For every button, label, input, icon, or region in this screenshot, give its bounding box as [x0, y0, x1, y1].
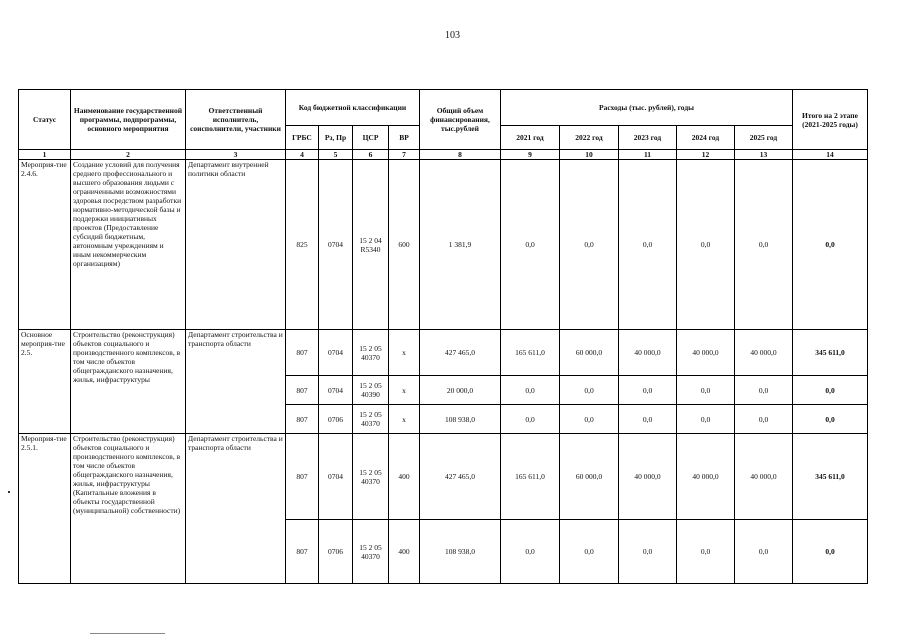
cell-stage-total: 0,0 [793, 376, 868, 405]
cell-grbs: 807 [286, 330, 319, 376]
cell-csr: 15 2 04 R5340 [353, 160, 389, 330]
cell-total: 20 000,0 [420, 376, 501, 405]
header-budget-code: Код бюджетной классификации [286, 90, 420, 126]
scan-dot [8, 491, 10, 493]
cell-2024: 40 000,0 [677, 330, 735, 376]
cell-stage-total: 0,0 [793, 405, 868, 434]
row-name: Строительство (реконструкция) объектов социального и производственного комплексов, в том числе объектов общегражданского назначения, жилья, инфраструктуры (Капитальные вложения в объекты государственной (муниципальной) собственности) [71, 434, 186, 584]
cell-2021: 165 611,0 [501, 434, 560, 520]
row-name: Создание условий для получения среднего профессионального и высшего образования людьми с ограниченными возможностями здоровья посредством разработки нормативно-методической базы и поддержки инициативных проектов (Предоставление субсидий бюджетным, автономным учреждениям и иным некоммерческим организациям) [71, 160, 186, 330]
cell-2023: 40 000,0 [619, 434, 677, 520]
cell-2021: 165 611,0 [501, 330, 560, 376]
cell-2025: 40 000,0 [735, 434, 793, 520]
column-index: 12 [677, 150, 735, 160]
cell-2025: 0,0 [735, 376, 793, 405]
cell-csr: 15 2 05 40370 [353, 330, 389, 376]
cell-rzpr: 0706 [319, 520, 353, 584]
cell-2021: 0,0 [501, 160, 560, 330]
cell-2022: 60 000,0 [560, 330, 619, 376]
cell-stage-total: 0,0 [793, 520, 868, 584]
header-total-volume: Общий объем финансирования, тыс.рублей [420, 90, 501, 150]
page-number: 103 [445, 30, 460, 41]
column-index: 2 [71, 150, 186, 160]
column-index: 7 [389, 150, 420, 160]
cell-vr: 400 [389, 434, 420, 520]
cell-rzpr: 0704 [319, 330, 353, 376]
header-year: 2025 год [735, 126, 793, 150]
column-index: 1 [19, 150, 71, 160]
cell-csr: 15 2 05 40370 [353, 434, 389, 520]
table-row [19, 160, 868, 330]
cell-2024: 40 000,0 [677, 434, 735, 520]
row-responsible: Департамент строительства и транспорта области [186, 330, 286, 434]
cell-2022: 0,0 [560, 405, 619, 434]
header-year: 2021 год [501, 126, 560, 150]
cell-2025: 0,0 [735, 520, 793, 584]
cell-2025: 0,0 [735, 405, 793, 434]
cell-2024: 0,0 [677, 405, 735, 434]
cell-grbs: 807 [286, 434, 319, 520]
cell-rzpr: 0704 [319, 376, 353, 405]
cell-total: 427 465,0 [420, 434, 501, 520]
cell-2024: 0,0 [677, 520, 735, 584]
column-index: 4 [286, 150, 319, 160]
cell-grbs: 807 [286, 376, 319, 405]
cell-vr: х [389, 330, 420, 376]
column-index: 8 [420, 150, 501, 160]
cell-2024: 0,0 [677, 376, 735, 405]
column-index: 11 [619, 150, 677, 160]
row-responsible: Департамент внутренней политики области [186, 160, 286, 330]
cell-2025: 40 000,0 [735, 330, 793, 376]
header-vr: ВР [389, 126, 420, 150]
cell-stage-total: 0,0 [793, 160, 868, 330]
cell-rzpr: 0704 [319, 160, 353, 330]
header-status: Статус [19, 90, 71, 150]
cell-2023: 0,0 [619, 405, 677, 434]
column-index: 6 [353, 150, 389, 160]
cell-stage-total: 345 611,0 [793, 330, 868, 376]
cell-2023: 0,0 [619, 160, 677, 330]
row-responsible: Департамент строительства и транспорта области [186, 434, 286, 584]
header-rzpr: Рз, Пр [319, 126, 353, 150]
header-year: 2024 год [677, 126, 735, 150]
cell-2025: 0,0 [735, 160, 793, 330]
cell-total: 108 938,0 [420, 520, 501, 584]
header-year: 2023 год [619, 126, 677, 150]
cell-2024: 0,0 [677, 160, 735, 330]
column-index: 14 [793, 150, 868, 160]
cell-2021: 0,0 [501, 405, 560, 434]
header-responsible: Ответственный исполнитель, соисполнители, участники [186, 90, 286, 150]
cell-total: 108 938,0 [420, 405, 501, 434]
row-status: Мероприя-тие 2.5.1. [19, 434, 71, 584]
header-expenses: Расходы (тыс. рублей), годы [501, 90, 793, 126]
header-grbs: ГРБС [286, 126, 319, 150]
cell-csr: 15 2 05 40370 [353, 405, 389, 434]
column-index: 3 [186, 150, 286, 160]
column-index: 5 [319, 150, 353, 160]
header-total-stage: Итого на 2 этапе (2021-2025 годы) [793, 90, 868, 150]
header-year: 2022 год [560, 126, 619, 150]
cell-grbs: 807 [286, 405, 319, 434]
cell-total: 427 465,0 [420, 330, 501, 376]
header-csr: ЦСР [353, 126, 389, 150]
table-row [19, 330, 868, 376]
header-name: Наименование государственной программы, подпрограммы, основного мероприятия [71, 90, 186, 150]
cell-csr: 15 2 05 40390 [353, 376, 389, 405]
cell-rzpr: 0706 [319, 405, 353, 434]
cell-vr: 400 [389, 520, 420, 584]
cell-stage-total: 345 611,0 [793, 434, 868, 520]
table-row [19, 434, 868, 520]
cell-2022: 60 000,0 [560, 434, 619, 520]
column-index: 9 [501, 150, 560, 160]
cell-vr: х [389, 405, 420, 434]
cell-vr: х [389, 376, 420, 405]
cell-2023: 40 000,0 [619, 330, 677, 376]
scan-line [90, 633, 165, 634]
column-index: 13 [735, 150, 793, 160]
budget-table [18, 89, 868, 584]
cell-csr: 15 2 05 40370 [353, 520, 389, 584]
cell-2023: 0,0 [619, 376, 677, 405]
cell-grbs: 825 [286, 160, 319, 330]
cell-2021: 0,0 [501, 520, 560, 584]
row-status: Основное мероприя-тие 2.5. [19, 330, 71, 434]
cell-2022: 0,0 [560, 520, 619, 584]
cell-vr: 600 [389, 160, 420, 330]
cell-rzpr: 0704 [319, 434, 353, 520]
cell-2021: 0,0 [501, 376, 560, 405]
cell-2022: 0,0 [560, 376, 619, 405]
cell-2022: 0,0 [560, 160, 619, 330]
row-status: Мероприя-тие 2.4.6. [19, 160, 71, 330]
cell-2023: 0,0 [619, 520, 677, 584]
cell-grbs: 807 [286, 520, 319, 584]
cell-total: 1 381,9 [420, 160, 501, 330]
column-index: 10 [560, 150, 619, 160]
row-name: Строительство (реконструкция) объектов социального и производственного комплексов, в том числе объектов общегражданского назначения, жилья, инфраструктуры [71, 330, 186, 434]
